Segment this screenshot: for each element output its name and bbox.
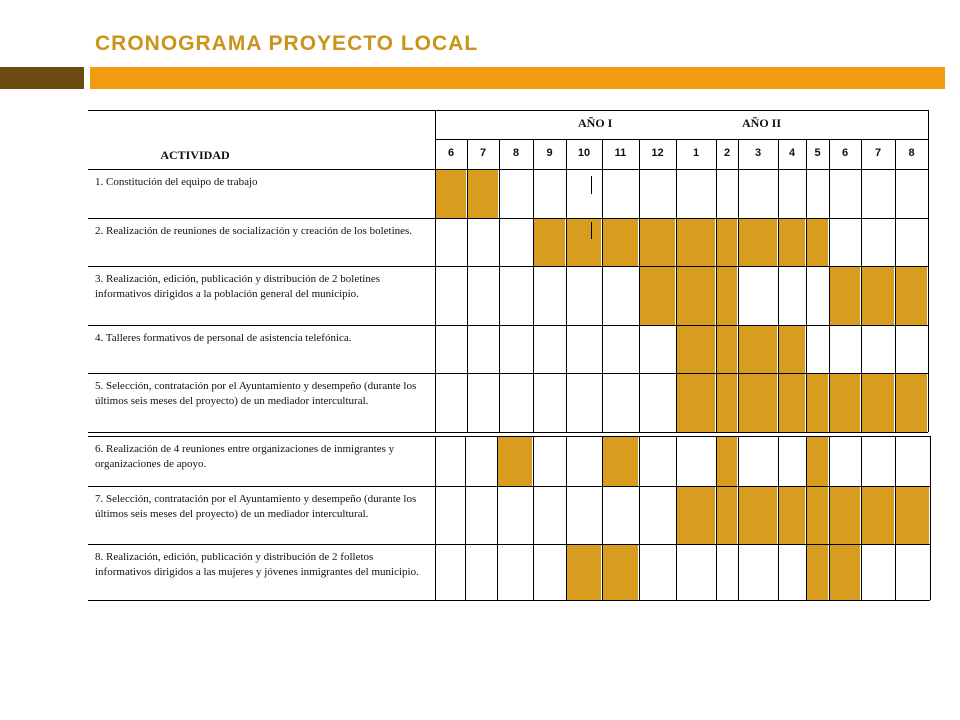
month-column-line <box>639 436 640 486</box>
month-column-line <box>738 169 739 218</box>
month-divider <box>566 139 567 169</box>
month-column-line <box>533 544 534 600</box>
filled-month-cell <box>567 545 602 600</box>
row-line <box>88 432 928 433</box>
filled-month-cell <box>468 170 499 218</box>
month-column-line <box>639 544 640 600</box>
month-column-line <box>465 436 466 486</box>
month-label: 10 <box>577 147 591 159</box>
activity-text: 6. Realización de 4 reuniones entre organizaciones de inmigrantes y organizaciones de apoyo. <box>95 443 395 470</box>
month-column-line <box>829 218 830 266</box>
month-column-line <box>566 486 567 544</box>
filled-month-cell <box>717 219 738 266</box>
activity-text: 8. Realización, edición, publicación y distribución de 2 folletos informativos dirigidos a las mujeres y jóvenes inmigrantes del municipio. <box>95 551 419 578</box>
filled-month-cell <box>862 267 895 325</box>
month-column-line <box>861 218 862 266</box>
activity-text: 4. Talleres formativos de personal de asistencia telefónica. <box>95 332 352 344</box>
page-title: CRONOGRAMA PROYECTO LOCAL <box>95 32 479 55</box>
filled-month-cell <box>677 219 716 266</box>
month-column-line <box>566 218 567 266</box>
month-column-line <box>435 218 436 266</box>
filled-month-cell <box>739 487 778 544</box>
filled-month-cell <box>830 374 861 432</box>
month-column-line <box>533 266 534 325</box>
month-column-line <box>738 544 739 600</box>
month-column-line <box>499 373 500 432</box>
month-column-line <box>566 266 567 325</box>
filled-month-cell <box>830 487 861 544</box>
month-column-line <box>829 373 830 432</box>
month-column-line <box>467 218 468 266</box>
month-column-line <box>716 436 717 486</box>
month-column-line <box>435 169 436 218</box>
filled-month-cell <box>717 487 738 544</box>
filled-month-cell <box>807 437 829 486</box>
filled-month-cell <box>640 267 676 325</box>
month-label: 6 <box>841 147 849 159</box>
month-column-line <box>716 486 717 544</box>
month-column-line <box>676 218 677 266</box>
month-column-line <box>566 169 567 218</box>
row-line <box>88 600 930 601</box>
month-column-line <box>566 436 567 486</box>
month-column-line <box>829 436 830 486</box>
filled-month-cell <box>436 170 467 218</box>
month-label: 1 <box>692 147 700 159</box>
month-column-line <box>738 436 739 486</box>
month-column-line <box>499 169 500 218</box>
month-column-line <box>533 218 534 266</box>
month-column-line <box>738 486 739 544</box>
month-column-line <box>639 218 640 266</box>
filled-month-cell <box>779 374 806 432</box>
month-label: 8 <box>908 147 915 159</box>
filled-month-cell <box>830 545 861 600</box>
month-column-line <box>778 169 779 218</box>
filled-month-cell <box>603 545 639 600</box>
month-column-line <box>738 218 739 266</box>
month-column-line <box>639 373 640 432</box>
month-column-line <box>778 544 779 600</box>
month-column-line <box>566 544 567 600</box>
month-column-line <box>829 544 830 600</box>
month-column-line <box>533 436 534 486</box>
month-column-line <box>806 266 807 325</box>
month-column-line <box>499 218 500 266</box>
month-divider <box>778 139 779 169</box>
month-label: 12 <box>651 147 664 159</box>
filled-month-cell <box>717 437 738 486</box>
month-column-line <box>716 266 717 325</box>
month-label: 9 <box>546 147 553 159</box>
month-column-line <box>676 325 677 373</box>
month-column-line <box>895 373 896 432</box>
month-column-line <box>716 373 717 432</box>
month-column-line <box>778 218 779 266</box>
month-column-line <box>467 325 468 373</box>
month-divider <box>861 139 862 169</box>
month-column-line <box>806 544 807 600</box>
month-column-line <box>602 486 603 544</box>
filled-month-cell <box>677 267 716 325</box>
month-column-line <box>602 218 603 266</box>
month-column-line <box>639 325 640 373</box>
month-column-line <box>497 486 498 544</box>
month-divider <box>435 139 436 169</box>
month-column-line <box>465 544 466 600</box>
block2-right-border <box>930 436 931 600</box>
filled-month-cell <box>717 374 738 432</box>
month-column-line <box>829 325 830 373</box>
month-column-line <box>895 436 896 486</box>
filled-month-cell <box>603 437 639 486</box>
month-column-line <box>829 486 830 544</box>
month-divider <box>806 139 807 169</box>
month-column-line <box>467 266 468 325</box>
filled-month-cell <box>739 374 778 432</box>
month-column-line <box>566 325 567 373</box>
month-column-line <box>467 169 468 218</box>
month-divider <box>533 139 534 169</box>
month-divider <box>829 139 830 169</box>
month-column-line <box>499 266 500 325</box>
filled-month-cell <box>739 219 778 266</box>
month-column-line <box>676 544 677 600</box>
month-column-line <box>465 486 466 544</box>
month-column-line <box>861 373 862 432</box>
month-column-line <box>806 486 807 544</box>
month-column-line <box>895 325 896 373</box>
month-column-line <box>435 544 436 600</box>
month-column-line <box>778 373 779 432</box>
tick-mark <box>591 222 592 239</box>
month-column-line <box>639 486 640 544</box>
block1-top-line <box>88 169 928 170</box>
month-column-line <box>895 218 896 266</box>
month-column-line <box>602 169 603 218</box>
month-column-line <box>716 544 717 600</box>
month-column-line <box>602 544 603 600</box>
month-label: 2 <box>723 147 731 159</box>
month-column-line <box>533 486 534 544</box>
tick-mark <box>591 176 592 194</box>
month-column-line <box>533 169 534 218</box>
filled-month-cell <box>677 326 716 373</box>
month-column-line <box>639 169 640 218</box>
filled-month-cell <box>779 219 806 266</box>
filled-month-cell <box>779 326 806 373</box>
month-column-line <box>806 169 807 218</box>
month-label: 7 <box>874 147 882 159</box>
month-column-line <box>806 373 807 432</box>
filled-month-cell <box>779 487 806 544</box>
filled-month-cell <box>807 219 829 266</box>
filled-month-cell <box>896 487 930 544</box>
month-column-line <box>806 325 807 373</box>
month-divider <box>895 139 896 169</box>
month-column-line <box>435 436 436 486</box>
activity-header: ACTIVIDAD <box>160 148 230 162</box>
month-column-line <box>895 544 896 600</box>
filled-month-cell <box>717 326 738 373</box>
month-column-line <box>895 486 896 544</box>
table-top-line <box>88 110 928 111</box>
month-divider <box>467 139 468 169</box>
month-label: 5 <box>814 147 821 159</box>
month-divider <box>499 139 500 169</box>
month-label: 3 <box>754 147 762 159</box>
filled-month-cell <box>830 267 861 325</box>
month-divider <box>639 139 640 169</box>
month-column-line <box>676 436 677 486</box>
month-label: 11 <box>614 147 627 159</box>
month-column-line <box>676 266 677 325</box>
filled-month-cell <box>807 374 829 432</box>
month-divider <box>716 139 717 169</box>
month-column-line <box>497 544 498 600</box>
filled-month-cell <box>640 219 676 266</box>
month-column-line <box>499 325 500 373</box>
month-label: 7 <box>479 147 487 159</box>
year-2-label: AÑO II <box>742 116 782 130</box>
month-column-line <box>533 373 534 432</box>
month-divider <box>602 139 603 169</box>
filled-month-cell <box>534 219 566 266</box>
month-column-line <box>435 373 436 432</box>
month-column-line <box>895 169 896 218</box>
filled-month-cell <box>603 219 639 266</box>
month-column-line <box>861 544 862 600</box>
month-column-line <box>435 325 436 373</box>
month-column-line <box>533 325 534 373</box>
activity-text: 2. Realización de reuniones de socialización y creación de los boletines. <box>95 225 413 237</box>
block1-right-border <box>928 169 929 432</box>
month-divider <box>738 139 739 169</box>
row-line <box>88 266 928 267</box>
activity-text: 1. Constitución del equipo de trabajo <box>95 176 258 188</box>
header-mid-line <box>435 139 928 140</box>
filled-month-cell <box>717 267 738 325</box>
activity-text: 7. Selección, contratación por el Ayuntamiento y desempeño (durante los últimos seis meses del proyecto) de un mediador intercultural. <box>95 493 417 520</box>
month-column-line <box>602 373 603 432</box>
month-column-line <box>778 436 779 486</box>
filled-month-cell <box>677 374 716 432</box>
month-column-line <box>676 486 677 544</box>
filled-month-cell <box>677 487 716 544</box>
filled-month-cell <box>739 326 778 373</box>
month-column-line <box>778 266 779 325</box>
filled-month-cell <box>807 487 829 544</box>
month-column-line <box>566 373 567 432</box>
filled-month-cell <box>498 437 533 486</box>
activity-text: 5. Selección, contratación por el Ayuntamiento y desempeño (durante los últimos seis meses del proyecto) de un mediador intercultural. <box>95 380 417 407</box>
month-column-line <box>861 266 862 325</box>
month-column-line <box>639 266 640 325</box>
activity-text: 3. Realización, edición, publicación y distribución de 2 boletines informativos dirigidos a la población general del municipio. <box>95 273 381 300</box>
month-column-line <box>861 169 862 218</box>
month-column-line <box>676 169 677 218</box>
month-label: 4 <box>788 147 796 159</box>
month-column-line <box>676 373 677 432</box>
filled-month-cell <box>896 267 928 325</box>
filled-month-cell <box>862 487 895 544</box>
month-column-line <box>829 169 830 218</box>
month-column-line <box>778 325 779 373</box>
month-column-line <box>861 325 862 373</box>
filled-month-cell <box>862 374 895 432</box>
month-column-line <box>497 436 498 486</box>
filled-month-cell <box>896 374 928 432</box>
filled-month-cell <box>807 545 829 600</box>
month-column-line <box>861 436 862 486</box>
month-column-line <box>716 325 717 373</box>
month-column-line <box>467 373 468 432</box>
month-column-line <box>895 266 896 325</box>
year-1-label: AÑO I <box>578 116 613 130</box>
month-column-line <box>829 266 830 325</box>
month-column-line <box>806 436 807 486</box>
month-label: 6 <box>447 147 455 159</box>
month-column-line <box>716 169 717 218</box>
month-column-line <box>602 266 603 325</box>
month-column-line <box>861 486 862 544</box>
month-column-line <box>778 486 779 544</box>
filled-month-cell <box>567 219 602 266</box>
month-column-line <box>435 486 436 544</box>
month-column-line <box>806 218 807 266</box>
month-column-line <box>716 218 717 266</box>
month-column-line <box>602 325 603 373</box>
row-line <box>88 544 930 545</box>
month-column-line <box>738 325 739 373</box>
month-column-line <box>602 436 603 486</box>
month-label: 8 <box>512 147 520 159</box>
month-column-line <box>435 266 436 325</box>
month-column-line <box>738 266 739 325</box>
month-column-line <box>738 373 739 432</box>
month-divider <box>676 139 677 169</box>
